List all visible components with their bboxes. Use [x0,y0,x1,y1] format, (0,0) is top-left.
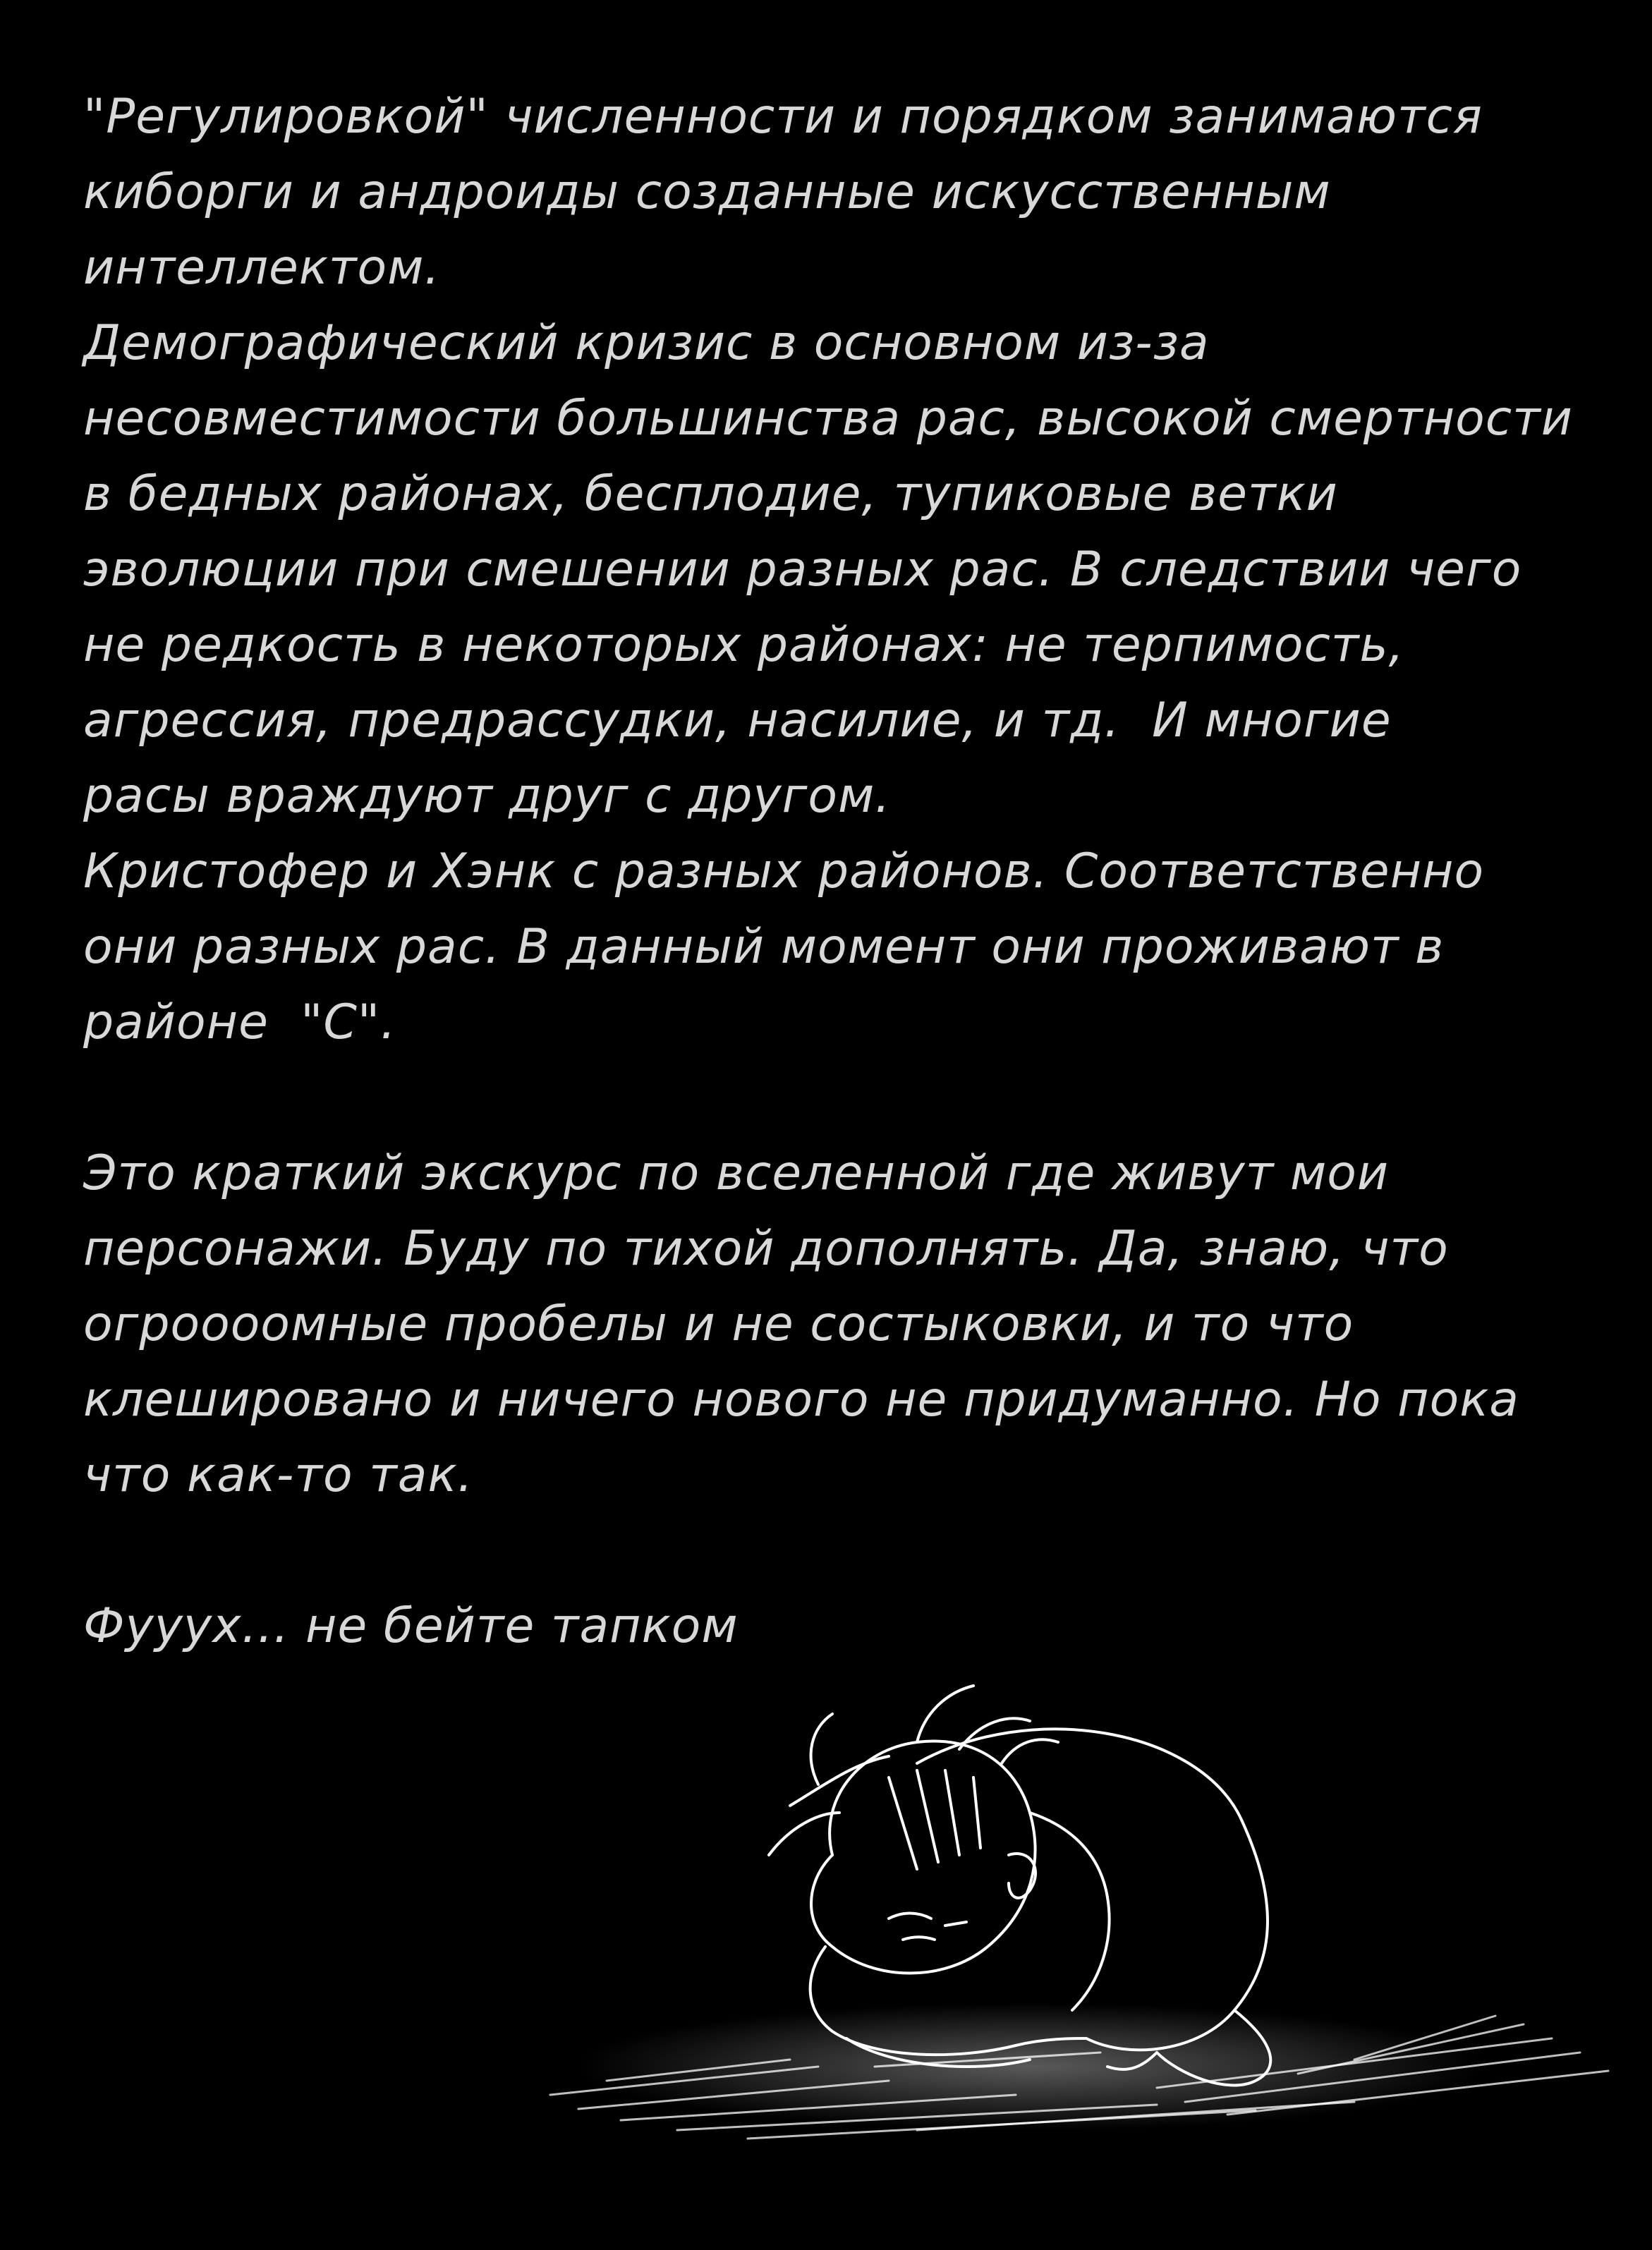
text-line: Фууух... не бейте тапком [83,1598,739,1654]
text-line: агрессия, предрассудки, насилие, и тд. И многие [83,693,1392,748]
paragraph-2 [83,1136,1593,1513]
paragraph-1 [83,79,1593,1060]
text-line: несовместимости большинства рас, высокой смертности [83,391,1573,446]
text-line: что как-то так. [83,1447,474,1503]
text-line: районе "С". [83,995,396,1050]
text-line: они разных рас. В данный момент они проживают в [83,919,1445,975]
text-line: эволюции при смешении разных рас. В следствии чего [83,542,1522,597]
text-line: в бедных районах, бесплодие, тупиковые ветки [83,466,1338,522]
text-line: "Регулировкой" численности и порядком занимаются [83,89,1483,145]
spacer [83,1060,1593,1136]
text-line: Кристофер и Хэнк с разных районов. Соответственно [83,844,1485,899]
crouching-character-icon [522,1643,1636,2151]
spacer [83,1513,1593,1588]
text-line: Это краткий экскурс по вселенной где живут мои [83,1145,1390,1201]
text-line: клешировано и ничего нового не придуманно. Но пока [83,1372,1519,1428]
text-line: интеллектом. [83,240,441,296]
text-line: киборги и андроиды созданные искусственным [83,164,1331,220]
text-line: расы враждуют друг с другом. [83,768,891,824]
text-line: Демографический кризис в основном из-за [83,315,1210,371]
text-block [83,79,1593,1664]
text-line: огроооомные пробелы и не состыковки, и то что [83,1296,1354,1352]
text-line: персонажи. Буду по тихой дополнять. Да, знаю, что [83,1221,1449,1277]
text-line: не редкость в некоторых районах: не терпимость, [83,617,1405,673]
